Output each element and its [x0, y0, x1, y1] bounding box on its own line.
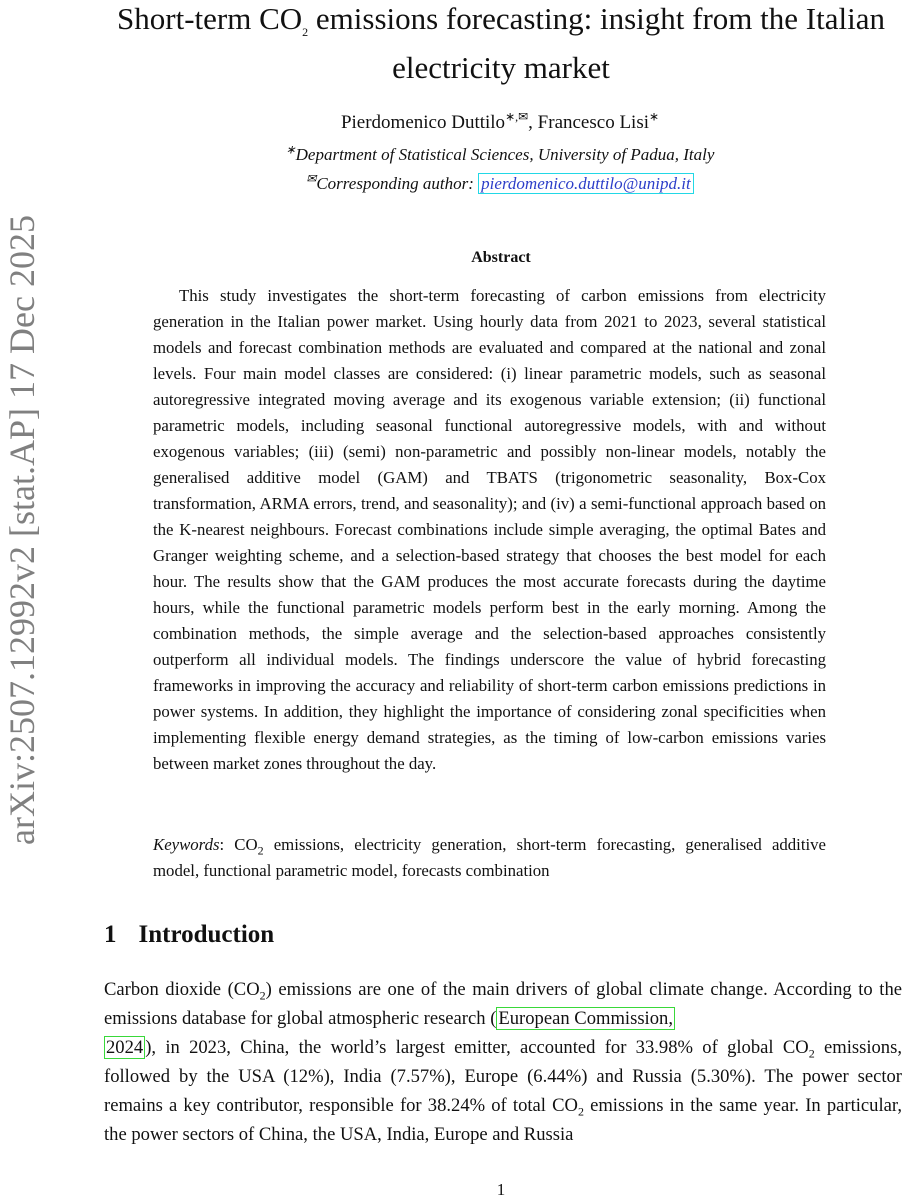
- author-separator: ,: [528, 112, 538, 133]
- section-number: 1: [104, 921, 117, 948]
- citation-link-year[interactable]: 2024: [106, 1037, 144, 1058]
- keywords-colon: :: [219, 835, 235, 854]
- paper-title: [100, 0, 902, 92]
- section-heading-introduction: [104, 921, 274, 949]
- intro-co2-subscript-1: 2: [259, 988, 266, 1003]
- affiliation-mark: ∗: [285, 142, 296, 157]
- envelope-icon: ✉: [306, 171, 317, 186]
- keywords-first-pre: CO: [234, 835, 258, 854]
- introduction-paragraph: [104, 975, 902, 1149]
- page-number: 1: [496, 1180, 506, 1199]
- author-duttilo: Pierdomenico Duttilo: [340, 112, 506, 133]
- citation-link-european-commission[interactable]: European Commission,: [498, 1008, 673, 1029]
- intro-co2-subscript-2: 2: [808, 1046, 815, 1061]
- intro-text-2: ) emissions are one of the main drivers of global climate change. According to the emissions database for global atmospheric research (: [104, 979, 902, 1029]
- section-title: Introduction: [138, 921, 275, 948]
- intro-co2-subscript-3: 2: [577, 1104, 584, 1119]
- title-line1-post: emissions forecasting: insight from the Italian: [308, 1, 885, 36]
- author-list: [150, 109, 850, 134]
- author-lisi-mark: ∗: [649, 109, 660, 124]
- title-co2-subscript: 2: [302, 25, 309, 40]
- author-lisi: Francesco Lisi: [537, 112, 649, 133]
- affiliation-text: Department of Statistical Sciences, University of Padua, Italy: [295, 145, 715, 164]
- intro-text-1: Carbon dioxide (CO: [104, 979, 260, 1000]
- affiliation: [150, 142, 850, 165]
- corresponding-label: Corresponding author:: [316, 174, 479, 193]
- keywords: [153, 832, 826, 884]
- email-link[interactable]: pierdomenico.duttilo@unipd.it: [478, 173, 694, 194]
- arxiv-identifier-stamp: [2, 200, 42, 860]
- abstract-text: This study investigates the short-term forecasting of carbon emissions from electricity generation in the Italian power market. Using hourly data from 2021 to 2023, several statistical models and forecast combination methods are evaluated and compared at the national and zonal levels. Four main model classes are considered: (i) linear parametric models, such as seasonal autoregressive integrated moving average and its exogenous variable extension; (ii) functional parametric models, including seasonal functional autoregressive models, with and without exogenous variables; (iii) (semi) non-parametric and possibly non-linear models, notably the generalised additive model (GAM) and TBATS (trigonometric seasonality, Box-Cox transformation, ARMA errors, trend, and seasonality); and (iv) a semi-functional approach based on the K-nearest neighbours. Forecast combinations include simple averaging, the optimal Bates and Granger weighting scheme, and a selection-based strategy that chooses the best model for each hour. The results show that the GAM produces the most accurate forecasts during the daytime hours, while the functional parametric models perform best in the early morning. Among the combination methods, the simple average and the selection-based approaches consistently outperform all individual models. The findings underscore the value of hybrid forecasting frameworks in improving the accuracy and reliability of short-term carbon emissions predictions in power systems. In addition, they highlight the importance of considering zonal specificities when implementing flexible energy demand strategies, as the timing of low-carbon emissions varies between market zones throughout the day.: [153, 286, 826, 773]
- keywords-co2-subscript: 2: [257, 843, 264, 858]
- keywords-label: Keywords: [153, 835, 220, 854]
- title-line2: electricity market: [392, 50, 610, 85]
- keywords-text: emissions, electricity generation, short-term forecasting, generalised additive model, functional parametric model, forecasts combination: [153, 835, 826, 880]
- abstract-heading: Abstract: [471, 249, 531, 266]
- author-duttilo-mark: ∗,✉: [505, 109, 529, 124]
- intro-text-5: emissions in the same year. In particular, the power sectors of China, the USA, India, Europe and Russia: [104, 1095, 902, 1145]
- title-line1-pre: Short-term CO: [117, 1, 303, 36]
- intro-text-4: emissions, followed by the USA (12%), India (7.57%), Europe (6.44%) and Russia (5.30%). The power sector remains a key contributor, responsible for 38.24% of total CO: [104, 1037, 902, 1116]
- corresponding-author: [150, 171, 850, 194]
- intro-text-3: ), in 2023, China, the world’s largest emitter, accounted for 33.98% of global CO: [145, 1037, 809, 1058]
- arxiv-identifier-text: arXiv:2507.12992v2 [stat.AP] 17 Dec 2025: [2, 215, 43, 845]
